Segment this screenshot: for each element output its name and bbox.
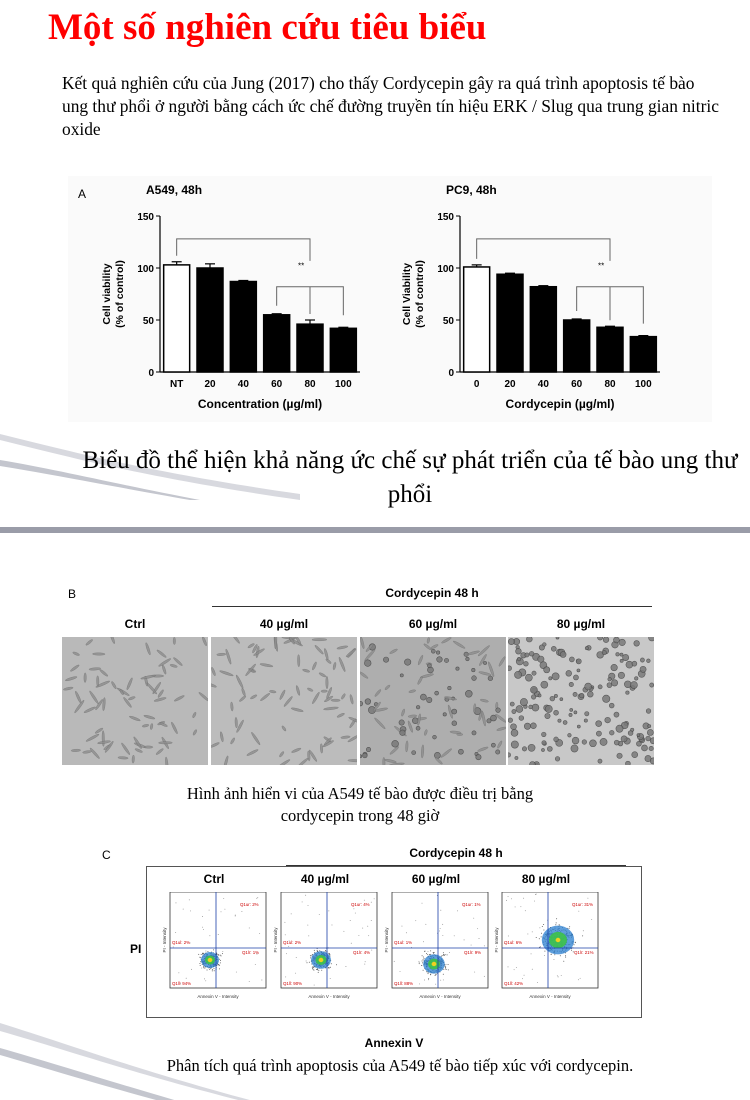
bar: [297, 324, 323, 372]
sub-x-axis-label: Annexin V - Intensity: [529, 994, 571, 999]
quadrant-label: Q1lr: 4%: [353, 950, 371, 955]
significance-label: **: [298, 261, 305, 271]
y-tick-label: 0: [148, 368, 154, 379]
bar: [497, 274, 523, 372]
bar: [197, 268, 223, 372]
figure-c-group-label: Cordycepin 48 h: [409, 846, 503, 860]
panel-label-a: A: [78, 187, 87, 201]
x-tick-label: 20: [204, 379, 216, 390]
x-tick-label: NT: [169, 379, 184, 390]
y-axis-label-2: (% of control): [114, 260, 126, 328]
slide-1: [0, 0, 750, 527]
y-tick-label: 150: [137, 212, 154, 223]
figure-b-group-line: [212, 606, 652, 607]
x-tick-label: 80: [604, 379, 616, 390]
figure-c-caption: Phân tích quá trình apoptosis của A549 tế bào tiếp xúc với cordycepin.: [166, 1056, 634, 1075]
figure-c-col-label: 60 µg/ml: [411, 872, 461, 886]
sub-x-axis-label: Annexin V - Intensity: [197, 994, 239, 999]
bar: [330, 328, 356, 372]
quadrant-label: Q1ll: 88%: [394, 981, 414, 986]
flow-plot-60: [382, 892, 490, 1000]
figure-c-col-label: 40 µg/ml: [300, 872, 350, 886]
bar: [164, 265, 190, 372]
x-tick-label: 20: [504, 379, 516, 390]
significance-bracket: [177, 239, 310, 261]
quadrant-label: Q1ll: 42%: [504, 981, 524, 986]
bar: [230, 282, 256, 372]
quadrant-label: Q1ul: 1%: [394, 940, 413, 945]
figure-c-col-label: 80 µg/ml: [521, 872, 571, 886]
figure-c-y-axis: PI: [130, 942, 142, 956]
sub-y-axis-label: PI - Intensity: [384, 927, 389, 953]
bar: [264, 315, 290, 372]
micrograph-ctrl: [62, 637, 208, 765]
figure-b-caption-line1: Hình ảnh hiển vi của A549 tế bào được điều trị bằng: [186, 784, 534, 803]
significance-bracket: [277, 287, 344, 316]
sub-x-axis-label: Annexin V - Intensity: [419, 994, 461, 999]
quadrant-label: Q1ul: 2%: [283, 940, 302, 945]
quadrant-label: Q1lr: 9%: [464, 950, 482, 955]
x-tick-label: 80: [304, 379, 316, 390]
flow-plot-80: [492, 892, 600, 1000]
figure-a: [68, 176, 712, 422]
intro-paragraph: Kết quả nghiên cứu của Jung (2017) cho thấy Cordycepin gây ra quá trình apoptosis tế bào ung thư phổi ở người bằng cách ức chế đường truyền tín hiệu ERK / Slug qua trung gian nitric oxide: [62, 73, 719, 139]
quadrant-label: Q1lr: 1%: [242, 950, 260, 955]
quadrant-label: Q1ur: 2%: [240, 902, 259, 907]
sub-x-axis-label: Annexin V - Intensity: [308, 994, 350, 999]
x-tick-label: 100: [634, 379, 652, 390]
panel-label-c: C: [102, 848, 111, 862]
y-tick-label: 0: [448, 368, 454, 379]
figure-b-col-label: 40 µg/ml: [259, 617, 309, 631]
sub-y-axis-label: PI - Intensity: [273, 927, 278, 953]
quadrant-label: Q1lr: 21%: [574, 950, 594, 955]
micrograph-40: [211, 637, 357, 765]
x-tick-label: 60: [571, 379, 583, 390]
sub-y-axis-label: PI - Intensity: [494, 927, 499, 953]
y-tick-label: 100: [437, 264, 454, 275]
sub-y-axis-label: PI - Intensity: [162, 927, 167, 953]
quadrant-label: Q1ll: 90%: [283, 981, 303, 986]
y-tick-label: 150: [437, 212, 454, 223]
bar: [630, 337, 656, 372]
quadrant-label: Q1ll: 94%: [172, 981, 192, 986]
x-tick-label: 60: [271, 379, 283, 390]
x-tick-label: 100: [334, 379, 352, 390]
figure-b-col-label: 80 µg/ml: [556, 617, 606, 631]
y-tick-label: 50: [142, 316, 154, 327]
y-tick-label: 50: [442, 316, 454, 327]
y-axis-label: Cell viability: [101, 263, 113, 325]
bar-chart-1: [401, 183, 660, 411]
bar: [464, 267, 490, 372]
quadrant-label: Q1ul: 6%: [504, 940, 523, 945]
quadrant-label: Q1ur: 4%: [351, 902, 370, 907]
figure-a-charts: [68, 176, 712, 422]
x-axis-label: Concentration (µg/ml): [197, 397, 323, 411]
quadrant-label: Q1ur: 1%: [462, 902, 481, 907]
flow-plot-40: [271, 892, 379, 1000]
bar: [564, 320, 590, 372]
significance-bracket: [477, 239, 610, 261]
panel-label-b: B: [68, 587, 77, 601]
bar-chart-0: [101, 183, 360, 411]
y-axis-label-2: (% of control): [414, 260, 426, 328]
micrograph-60: [360, 637, 506, 765]
significance-label: **: [598, 261, 605, 271]
y-axis-label: Cell Viability: [401, 262, 413, 326]
slide-2: [0, 533, 750, 1100]
page-title: Một số nghiên cứu tiêu biểu: [48, 7, 487, 48]
y-tick-label: 100: [137, 264, 154, 275]
figure-c: [96, 838, 642, 1066]
x-tick-label: 40: [237, 379, 249, 390]
x-tick-label: 40: [537, 379, 549, 390]
figure-b-col-label: Ctrl: [124, 617, 146, 631]
chart-title: A549, 48h: [146, 183, 203, 197]
figure-b-caption-line2: cordycepin trong 48 giờ: [280, 806, 440, 825]
x-axis-label: Cordycepin (µg/ml): [505, 397, 615, 411]
bar: [530, 287, 556, 372]
micrograph-80: [508, 637, 654, 765]
flow-plot-ctrl: [160, 892, 268, 1000]
significance-bracket: [577, 287, 644, 324]
quadrant-label: Q1ul: 2%: [172, 940, 191, 945]
figure-b-col-label: 60 µg/ml: [408, 617, 458, 631]
chart-title: PC9, 48h: [446, 183, 497, 197]
figure-b-group-label: Cordycepin 48 h: [385, 586, 479, 600]
quadrant-label: Q1ur: 31%: [572, 902, 593, 907]
bar: [597, 327, 623, 372]
figure-a-caption: Biểu đồ thể hiện khả năng ức chế sự phát triển của tế bào ung thư phổi: [82, 447, 738, 508]
figure-c-x-axis: Annexin V: [364, 1036, 424, 1050]
x-tick-label: 0: [473, 379, 480, 390]
figure-c-col-label: Ctrl: [203, 872, 225, 886]
figure-b: [62, 573, 654, 773]
